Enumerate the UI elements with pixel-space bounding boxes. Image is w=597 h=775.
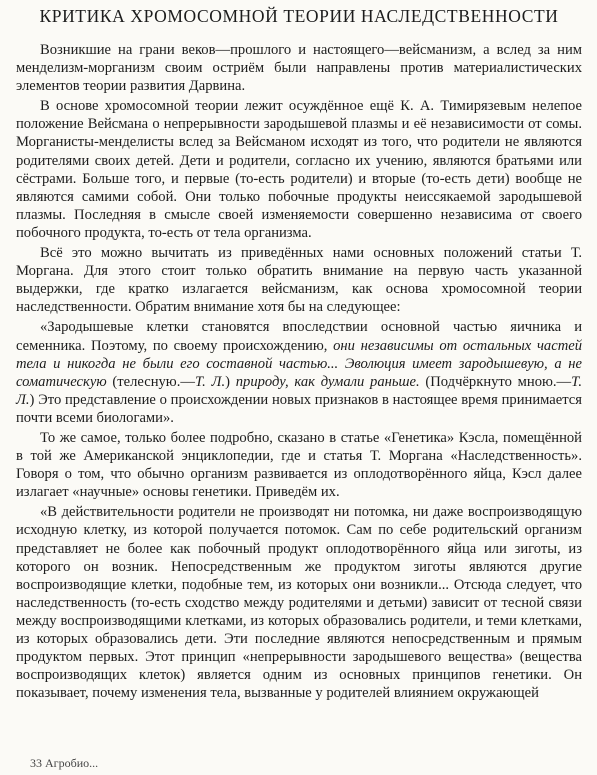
- italic-text-segment: Т. Л.: [194, 373, 226, 390]
- text-segment: (Подчёркнуто мною.—: [419, 373, 572, 390]
- text-segment: Всё это можно вычитать из приведённых нами основных положений статьи Т. Моргана. Для этого стоит только обратить внимание на первую часть указанной выдержки, где кратко излагается вейсманизм, как основа хромосомной теории наследственности. Обратим внимание хотя бы на следующее:: [16, 245, 582, 316]
- text-segment: То же самое, только более подробно, сказано в статье «Генетика» Кэсла, помещённой в той же Американской энциклопедии, где и статья Т. Моргана «Наследственность». Говоря о том, что обычно организм развивается из оплодотворённого яйца, Кэсл далее излагает «научные» основы генетики. Приведём их.: [16, 429, 582, 501]
- text-segment: Возникшие на грани веков—прошлого и настоящего—вейсманизм, а вслед за ним менделизм-морганизм своим остриём были направлены против материалистических элементов теории развития Дарвина.: [16, 42, 582, 95]
- paragraph: [16, 97, 582, 242]
- paragraph: [16, 503, 582, 702]
- page-title: КРИТИКА ХРОМОСОМНОЙ ТЕОРИИ НАСЛЕДСТВЕННОСТИ: [39, 6, 559, 26]
- document-page: [16, 6, 582, 703]
- text-segment: (телесную.—: [106, 373, 195, 390]
- text-segment: В основе хромосомной теории лежит осуждённое ещё К. А. Тимирязевым нелепое положение Вейсмана о непрерывности зародышевой плазмы и её независимости от сомы. Морганисты-менделисты вслед за Вейсманом исходят из того, что родители не являются родителями своих детей. Дети и родители, согласно их учению, являются братьями или сёстрами. Больше того, и первые (то-есть родители) и вторые (то-есть дети) вообще не являются самими собой. Они только побочные продукты неиссякаемой зародышевой плазмы. Последняя в смысле своей изменяемости совершенно независима от своего побочного продукта, то-есть от тела организма.: [16, 98, 582, 241]
- text-segment: «Зародышевые клетки становятся впоследствии основной частью яичника и семенника. Поэтому, по своему происхождению,: [16, 319, 582, 354]
- italic-text-segment: природу, как думали раньше.: [235, 373, 420, 390]
- text-segment: ) Это представление о происхождении новых признаков в настоящее время принимается почти всеми биологами».: [16, 391, 582, 426]
- page-footer: 33 Агробио...: [30, 756, 99, 770]
- paragraph: [16, 318, 582, 427]
- paragraph: [16, 429, 582, 501]
- text-segment: «В действительности родители не производят ни потомка, ни даже воспроизводящую исходную клетку, из которой получается потомок. Сам по себе родительский организм представляет не более как побочный продукт оплодотворённого яйца или зиготы, из которого он возник. Непосредственным же продуктом зиготы являются другие воспроизводящие клетки, подобные тем, из которых они возникли... Отсюда следует, что наследственность (то-есть сходство между родителями и детьми) зависит от тесной связи между воспроизводящими клетками, из которых образовались родители, и теми клетками, из которых образовались дети. Эти последние являются непосредственным и прямым продуктом первых. Этот принцип «непрерывности зародышевого вещества» (вещества воспроизводящих клеток) является одним из основных принципов генетики. Он показывает, почему изменения тела, вызванные у родителей влиянием окружающей: [16, 504, 582, 702]
- document-body: [16, 41, 582, 702]
- paragraph: [16, 244, 582, 316]
- text-segment: ): [225, 373, 236, 390]
- italic-text-segment: Т. Л.: [16, 373, 583, 408]
- paragraph: [16, 41, 582, 95]
- italic-text-segment: они независимы от остальных частей тела и никогда не были его составной частью... Эволюция имеет зародышевую, а не соматическую: [16, 337, 583, 390]
